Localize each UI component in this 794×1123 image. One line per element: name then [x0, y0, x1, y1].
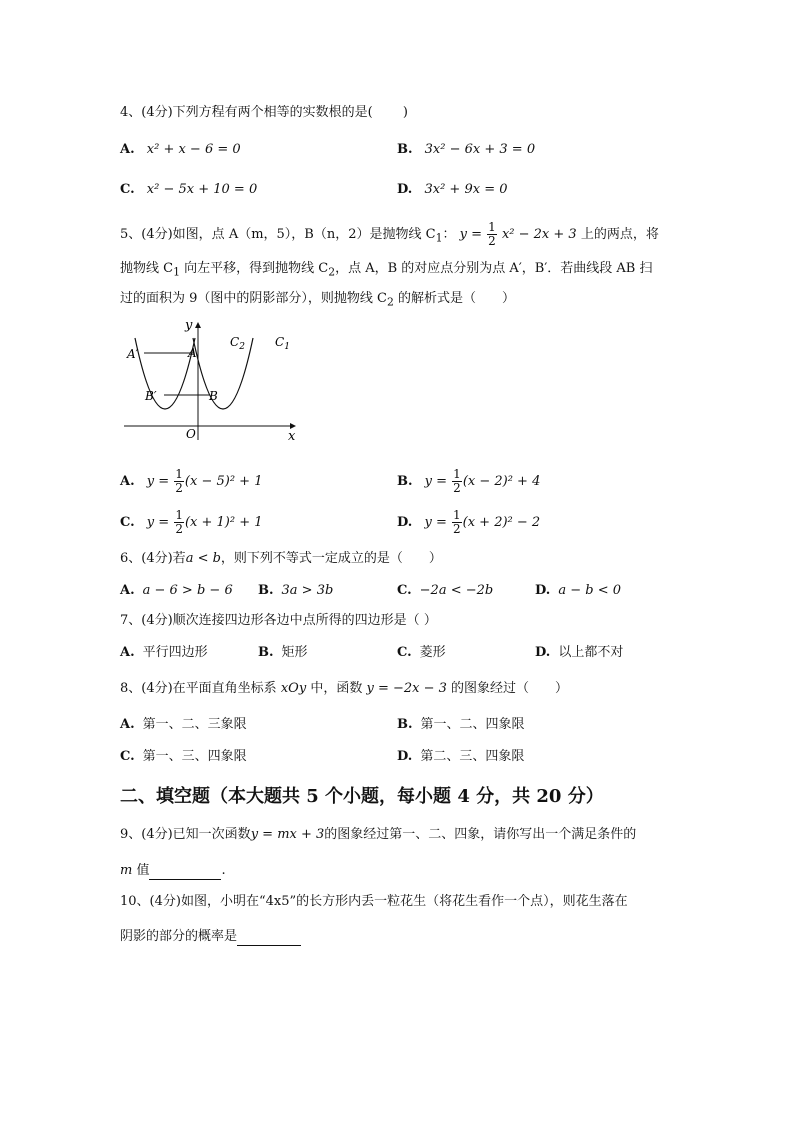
- option-label: B.: [397, 142, 413, 157]
- q5-stem-part2: ：: [442, 227, 456, 242]
- rhs: (x + 2)² − 2: [462, 515, 541, 530]
- q10-line2: [120, 928, 301, 946]
- option-expr: a − b < 0: [558, 583, 622, 598]
- math: xOy: [280, 681, 307, 696]
- option-label: D.: [535, 583, 551, 598]
- text: 8、(4分)在平面直角坐标系: [120, 681, 277, 696]
- frac-den: 2: [453, 481, 461, 495]
- q7-stem: 7、(4分)顺次连接四边形各边中点所得的四边形是（ ）: [120, 613, 437, 628]
- option-label: C.: [397, 645, 412, 660]
- q4-option-b[interactable]: [397, 141, 535, 159]
- q10-stem: 10、(4分)如图，小明在“4x5”的长方形内丢一粒花生（将花生看作一个点），则花生落在: [120, 894, 628, 909]
- section-heading-fill-in: 二、填空题（本大题共 5 个小题，每小题 4 分，共 20 分）: [120, 786, 604, 807]
- frac-num: 1: [453, 508, 461, 522]
- option-expr: 3x² + 9x = 0: [424, 182, 508, 197]
- q5-equation: [459, 220, 581, 248]
- q9-stem: [120, 826, 636, 844]
- c1-main: C: [275, 335, 285, 349]
- option-expr: [146, 508, 263, 536]
- option-text: 第二、三、四象限: [420, 749, 525, 764]
- option-text: 以上都不对: [558, 645, 624, 660]
- q7-option-c[interactable]: [397, 644, 446, 662]
- option-expr: a − 6 > b − 6: [142, 583, 233, 598]
- option-label: A.: [120, 474, 135, 489]
- option-expr: x² − 5x + 10 = 0: [146, 182, 258, 197]
- label-b-prime: B′: [145, 389, 157, 403]
- q6-option-c[interactable]: [397, 582, 493, 600]
- math: a < b: [185, 551, 221, 566]
- option-label: B.: [258, 645, 274, 660]
- q6-option-a[interactable]: [120, 582, 233, 600]
- text: 抛物线 C: [120, 261, 174, 276]
- option-text: 第一、二、三象限: [142, 717, 247, 732]
- q4-option-d[interactable]: [397, 181, 508, 199]
- option-text: 第一、二、四象限: [420, 717, 525, 732]
- q5-option-b[interactable]: [397, 468, 540, 495]
- rhs: (x + 1)² + 1: [184, 515, 263, 530]
- sub: 1: [173, 265, 180, 279]
- fraction: [452, 468, 462, 495]
- text: ，点 A，B 的对应点分别为点 A′，B′．若曲线段 AB 扫: [335, 261, 653, 276]
- text: ，则下列不等式一定成立的是（ ）: [220, 551, 442, 566]
- frac-den: 2: [175, 522, 183, 536]
- frac-num: 1: [453, 467, 461, 481]
- label-b: B: [209, 389, 218, 403]
- eq-rhs: x² − 2x + 3: [501, 227, 577, 242]
- option-label: B.: [258, 583, 274, 598]
- label-x: x: [288, 429, 296, 444]
- option-label: A.: [120, 583, 135, 598]
- option-label: C.: [120, 749, 135, 764]
- text: 的解析式是（ ）: [393, 291, 516, 306]
- lhs: y =: [146, 515, 170, 530]
- q7-option-a[interactable]: [120, 644, 208, 662]
- fraction: [174, 509, 184, 536]
- label-y: y: [185, 318, 193, 333]
- option-expr: x² + x − 6 = 0: [146, 142, 241, 157]
- label-a-prime: A′: [127, 347, 139, 361]
- q6-stem: [120, 550, 442, 568]
- q5-option-c[interactable]: [120, 509, 263, 536]
- rhs: (x − 5)² + 1: [184, 474, 263, 489]
- label-o: O: [186, 427, 196, 441]
- option-label: A.: [120, 717, 135, 732]
- q5-stem-part1: 5、(4分)如图，点 A（m，5），B（n，2）是抛物线 C: [120, 227, 436, 242]
- label-a: A: [188, 346, 197, 360]
- text: 6、(4分)若: [120, 551, 186, 566]
- q5-sub: 1: [435, 231, 443, 245]
- sub: 2: [386, 295, 394, 309]
- parabola-c2: [135, 338, 195, 409]
- fraction: [452, 509, 462, 536]
- text: 9、(4分)已知一次函数: [120, 827, 251, 842]
- option-label: C.: [120, 515, 135, 530]
- q9-line2: [120, 862, 226, 880]
- y-axis-arrow: [195, 322, 201, 328]
- q5-stem-line2: [120, 260, 652, 282]
- q4-option-c[interactable]: [120, 181, 257, 199]
- eq-lhs: y =: [459, 227, 483, 242]
- q5-option-d[interactable]: [397, 509, 540, 536]
- fraction: [174, 468, 184, 495]
- q5-parabola-figure: [118, 318, 303, 446]
- text: 的图象经过第一、二、四象，请你写出一个满足条件的: [324, 827, 637, 842]
- option-text: 第一、三、四象限: [142, 749, 247, 764]
- math: y = mx + 3: [250, 827, 325, 842]
- label-c1: [275, 335, 290, 352]
- option-label: B.: [397, 717, 413, 732]
- option-label: D.: [535, 645, 551, 660]
- fraction: [487, 221, 497, 248]
- text: 向左平移，得到抛物线 C: [179, 261, 329, 276]
- q4-option-a[interactable]: [120, 141, 241, 159]
- frac-den: 2: [488, 234, 496, 248]
- frac-num: 1: [175, 467, 183, 481]
- lhs: y =: [424, 474, 448, 489]
- frac-den: 2: [175, 481, 183, 495]
- option-label: A.: [120, 142, 135, 157]
- c1-sub: 1: [284, 342, 290, 352]
- option-expr: [424, 467, 541, 495]
- option-expr: 3a > 3b: [281, 583, 334, 598]
- text: .: [221, 863, 226, 878]
- text: 阴影的部分的概率是: [120, 929, 238, 944]
- option-expr: −2a < −2b: [419, 583, 494, 598]
- q5-stem-part3: 上的两点，将: [580, 227, 659, 242]
- sub: 2: [328, 265, 336, 279]
- option-label: C.: [397, 583, 412, 598]
- q9-answer-blank[interactable]: [149, 865, 221, 880]
- frac-num: 1: [175, 508, 183, 522]
- q10-answer-blank[interactable]: [237, 931, 301, 946]
- q7-option-d[interactable]: [535, 644, 623, 662]
- option-label: B.: [397, 474, 413, 489]
- rhs: (x − 2)² + 4: [462, 474, 541, 489]
- option-expr: [146, 467, 263, 495]
- c2-main: C: [230, 335, 240, 349]
- option-text: 平行四边形: [142, 645, 208, 660]
- c2-sub: 2: [239, 342, 245, 352]
- math: m: [120, 863, 133, 878]
- text: 过的面积为 9（图中的阴影部分），则抛物线 C: [120, 291, 387, 306]
- q8-option-a[interactable]: [120, 716, 247, 734]
- q5-stem-line3: [120, 290, 515, 312]
- q8-option-c[interactable]: [120, 748, 247, 766]
- lhs: y =: [424, 515, 447, 530]
- text: 的图象经过（ ）: [451, 681, 569, 696]
- q7-option-b[interactable]: [258, 644, 308, 662]
- text: 值: [132, 863, 150, 878]
- frac-num: 1: [488, 220, 496, 234]
- option-label: D.: [397, 515, 413, 530]
- q4-stem: 4、(4分)下列方程有两个相等的实数根的是( ): [120, 105, 408, 120]
- math: y = −2x − 3: [366, 681, 447, 696]
- option-text: 矩形: [281, 645, 308, 660]
- option-expr: [424, 508, 541, 536]
- label-c2: [230, 335, 245, 352]
- option-label: C.: [120, 182, 135, 197]
- frac-den: 2: [453, 522, 461, 536]
- option-label: A.: [120, 645, 135, 660]
- q8-option-d[interactable]: [397, 748, 524, 766]
- q8-option-b[interactable]: [397, 716, 525, 734]
- lhs: y =: [146, 474, 170, 489]
- q6-option-b[interactable]: [258, 582, 333, 600]
- q5-stem-line1: [120, 221, 659, 248]
- q5-option-a[interactable]: [120, 468, 262, 495]
- option-text: 菱形: [419, 645, 446, 660]
- option-label: D.: [397, 749, 413, 764]
- option-expr: 3x² − 6x + 3 = 0: [424, 142, 536, 157]
- q6-option-d[interactable]: [535, 582, 621, 600]
- text: 中，函数: [310, 681, 363, 696]
- option-label: D.: [397, 182, 413, 197]
- q8-stem: [120, 680, 568, 698]
